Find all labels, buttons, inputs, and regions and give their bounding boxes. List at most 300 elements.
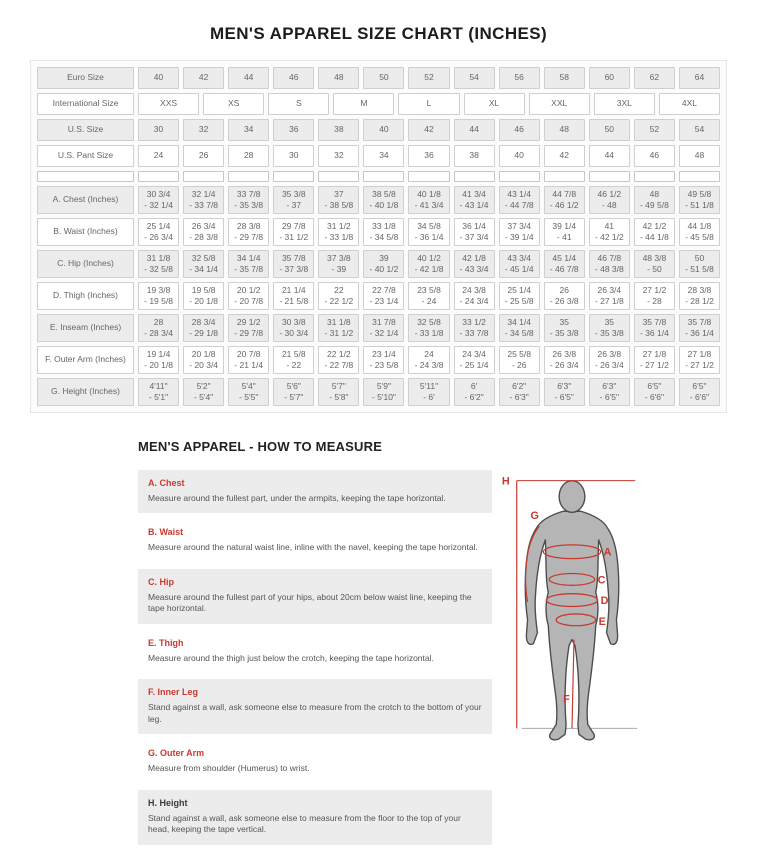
range-low: 4'11" (149, 380, 168, 391)
range-low: 23 1/4 (372, 348, 396, 359)
range-cell (318, 314, 359, 342)
range-cell (408, 250, 449, 278)
range-cell (273, 186, 314, 214)
range-cell (408, 314, 449, 342)
howto-section-text: Measure around the natural waist line, inline with the navel, keeping the tape horizontal. (148, 542, 478, 553)
size-cell: 30 (273, 145, 314, 167)
range-cell (408, 346, 449, 374)
table-row (37, 218, 720, 246)
range-low: 37 3/4 (507, 220, 531, 231)
range-low: 41 3/4 (462, 188, 486, 199)
range-high: - 29 1/8 (189, 328, 219, 338)
size-cell: 34 (363, 145, 404, 167)
range-cell (228, 186, 269, 214)
range-cell (138, 346, 179, 374)
range-cell (544, 186, 585, 214)
range-low: 19 1/4 (146, 348, 171, 359)
range-high: - 5'8" (329, 392, 349, 402)
range-low: 25 1/4 (507, 284, 531, 295)
howto-section-title: H. Height (148, 797, 188, 808)
range-high: - 22 7/8 (324, 360, 354, 370)
range-cell (544, 314, 585, 342)
table-row (37, 67, 720, 89)
howto-section-text: Stand against a wall, ask someone else to measure from the crotch to the bottom of your leg. (148, 702, 482, 724)
range-cell (454, 186, 495, 214)
howto-section-title: C. Hip (148, 576, 174, 587)
range-high: - 26 3/8 (549, 296, 579, 306)
range-cell (679, 378, 720, 406)
range-cell (544, 378, 585, 406)
empty-cell (363, 171, 404, 182)
empty-cell (273, 171, 314, 182)
size-cell: XL (464, 93, 525, 115)
range-cell (634, 218, 675, 246)
range-high: - 27 1/2 (685, 360, 714, 370)
range-low: 26 3/8 (552, 348, 577, 359)
range-high: - 5'7" (284, 392, 304, 402)
range-high: - 34 1/4 (189, 264, 219, 274)
range-cell (363, 218, 404, 246)
range-high: - 6'2" (464, 392, 484, 402)
range-high: - 5'5" (239, 392, 259, 402)
range-high: - 28 3/8 (189, 232, 219, 242)
size-cell: 42 (544, 145, 585, 167)
empty-cell (589, 171, 630, 182)
range-high: - 40 1/2 (369, 264, 399, 274)
range-low: 26 3/4 (191, 220, 216, 231)
range-high: - 35 7/8 (234, 264, 264, 274)
size-cell: 52 (408, 67, 449, 89)
range-high: - 39 1/4 (504, 232, 534, 242)
range-high: - 26 3/4 (594, 360, 624, 370)
range-low: 35 3/8 (281, 188, 306, 199)
range-low: 30 3/8 (281, 316, 306, 327)
range-low: 32 5/8 (417, 316, 441, 327)
range-low: 22 1/2 (327, 348, 351, 359)
range-cell (634, 378, 675, 406)
range-high: - 30 3/4 (279, 328, 309, 338)
range-low: 27 1/8 (642, 348, 667, 359)
howto-column (138, 439, 492, 851)
range-high: - 44 7/8 (504, 200, 534, 210)
range-high: - 6'6" (689, 392, 710, 402)
range-low: 40 1/2 (417, 252, 441, 263)
range-cell (589, 314, 630, 342)
table-row (37, 93, 720, 115)
empty-cell (454, 171, 495, 182)
diagram-label-f: F (563, 693, 570, 706)
range-cell (679, 218, 720, 246)
range-cell (228, 282, 269, 310)
range-high: - 32 5/8 (144, 264, 173, 274)
row-label: C. Hip (Inches) (37, 250, 134, 278)
howto-section (138, 569, 492, 624)
size-cell: 40 (138, 67, 179, 89)
size-cell: 50 (589, 119, 630, 141)
range-low: 22 7/8 (372, 284, 396, 295)
size-cell: XXL (529, 93, 590, 115)
range-low: 28 3/4 (191, 316, 216, 327)
range-cell (363, 346, 404, 374)
diagram-label-e: E (598, 615, 606, 628)
range-low: 48 3/8 (642, 252, 667, 263)
range-high: - 41 3/4 (414, 200, 444, 210)
row-label: F. Outer Arm (Inches) (37, 346, 134, 374)
empty-cell (228, 171, 269, 182)
empty-cell (544, 171, 585, 182)
range-high: - 37 3/4 (459, 232, 489, 242)
size-cell: M (333, 93, 394, 115)
range-low: 33 1/8 (372, 220, 396, 231)
size-cell: 32 (318, 145, 359, 167)
size-cell: 38 (454, 145, 495, 167)
size-cell: 38 (318, 119, 359, 141)
range-low: 31 1/8 (146, 252, 171, 263)
range-high: - 38 5/8 (324, 200, 354, 210)
range-low: 31 1/2 (327, 220, 351, 231)
range-cell (454, 218, 495, 246)
table-row (37, 186, 720, 214)
range-low: 24 3/8 (462, 284, 486, 295)
howto-section-title: E. Thigh (148, 637, 184, 648)
empty-cell (408, 171, 449, 182)
range-cell (138, 282, 179, 310)
range-high: - 29 7/8 (234, 328, 264, 338)
size-cell: 36 (273, 119, 314, 141)
range-low: 45 1/4 (552, 252, 577, 263)
range-cell (634, 250, 675, 278)
size-chart-table (30, 60, 727, 413)
range-high: - 28 (647, 296, 662, 306)
range-high: - 27 1/8 (594, 296, 624, 306)
howto-section (138, 790, 492, 845)
range-low: 39 1/4 (552, 220, 577, 231)
range-high: - 20 7/8 (234, 296, 264, 306)
row-label: U.S. Pant Size (37, 145, 134, 167)
range-low: 19 3/8 (146, 284, 171, 295)
size-cell: 44 (589, 145, 630, 167)
range-high: - 46 1/2 (549, 200, 579, 210)
range-low: 25 5/8 (507, 348, 531, 359)
range-low: 37 (334, 188, 344, 199)
range-cell (228, 250, 269, 278)
range-cell (589, 186, 630, 214)
range-low: 5'11" (419, 380, 439, 391)
range-cell (679, 186, 720, 214)
range-low: 5'2" (196, 380, 211, 391)
range-high: - 20 3/4 (189, 360, 219, 370)
range-high: - 6'5" (599, 392, 619, 402)
range-cell (183, 314, 224, 342)
range-cell (318, 250, 359, 278)
howto-section-title: A. Chest (148, 478, 185, 488)
range-low: 32 5/8 (191, 252, 216, 263)
range-cell (634, 282, 675, 310)
range-cell (634, 346, 675, 374)
empty-cell (679, 171, 720, 182)
range-low: 44 7/8 (552, 188, 577, 199)
range-high: - 25 5/8 (504, 296, 534, 306)
range-cell (454, 346, 495, 374)
range-cell (408, 282, 449, 310)
range-low: 48 (649, 188, 660, 199)
range-low: 35 (559, 316, 569, 327)
range-high: - 24 3/4 (459, 296, 489, 306)
range-cell (499, 346, 540, 374)
range-cell (183, 346, 224, 374)
range-low: 6'2" (512, 380, 527, 391)
size-cell: 48 (318, 67, 359, 89)
range-low: 34 5/8 (417, 220, 441, 231)
howto-section-text: Measure around the thigh just below the crotch, keeping the tape horizontal. (148, 652, 434, 663)
range-low: 30 3/4 (146, 188, 171, 199)
range-cell (318, 218, 359, 246)
size-cell: 54 (454, 67, 495, 89)
range-cell (318, 346, 359, 374)
range-cell (499, 314, 540, 342)
range-high: - 25 1/4 (459, 360, 489, 370)
range-high: - 22 1/2 (324, 296, 354, 306)
range-low: 33 7/8 (236, 188, 261, 199)
range-high: - 51 1/8 (685, 200, 714, 210)
head (559, 481, 585, 513)
table-row (37, 282, 720, 310)
range-high: - 26 (511, 360, 527, 370)
range-cell (273, 314, 314, 342)
range-cell (679, 314, 720, 342)
range-cell (273, 378, 314, 406)
range-low: 49 5/8 (687, 188, 712, 199)
range-high: - 26 3/4 (144, 232, 173, 242)
range-high: - 42 1/2 (594, 232, 624, 242)
range-high: - 19 5/8 (144, 296, 173, 306)
size-cell: 26 (183, 145, 224, 167)
table-row (37, 145, 720, 167)
range-cell (454, 282, 495, 310)
range-high: - 48 (601, 200, 617, 210)
range-low: 36 1/4 (462, 220, 486, 231)
range-cell (589, 250, 630, 278)
range-high: - 6'6" (644, 392, 665, 402)
range-high: - 33 7/8 (189, 200, 219, 210)
row-label (37, 171, 134, 182)
range-high: - 23 1/4 (369, 296, 399, 306)
range-cell (589, 218, 630, 246)
range-low: 20 7/8 (236, 348, 261, 359)
range-low: 27 1/2 (642, 284, 667, 295)
range-high: - 21 1/4 (234, 360, 264, 370)
range-high: - 44 1/8 (639, 232, 669, 242)
range-low: 5'6" (286, 380, 301, 391)
range-low: 28 3/8 (236, 220, 261, 231)
range-cell (228, 346, 269, 374)
howto-section (138, 470, 492, 513)
range-cell (454, 314, 495, 342)
range-cell (679, 250, 720, 278)
range-cell (499, 218, 540, 246)
range-cell (228, 378, 269, 406)
size-cell: 54 (679, 119, 720, 141)
row-label: D. Thigh (Inches) (37, 282, 134, 310)
range-high: - 20 1/8 (189, 296, 219, 306)
range-high: - 26 3/4 (549, 360, 579, 370)
range-cell (544, 250, 585, 278)
table-row (37, 119, 720, 141)
range-cell (499, 186, 540, 214)
range-low: 29 1/2 (236, 316, 261, 327)
body-diagram-svg (496, 439, 648, 777)
range-low: 5'9" (376, 380, 391, 391)
range-cell (544, 346, 585, 374)
range-cell (454, 250, 495, 278)
howto-section-text: Measure around the fullest part of your hips, about 20cm below waist line, keeping the tape horizontal. (148, 591, 472, 614)
size-cell: S (268, 93, 329, 115)
range-high: - 6' (423, 392, 435, 402)
range-cell (318, 282, 359, 310)
range-high: - 24 (421, 296, 437, 306)
size-cell: 42 (183, 67, 224, 89)
size-cell: 36 (408, 145, 449, 167)
range-low: 22 (334, 284, 344, 295)
range-cell (183, 378, 224, 406)
size-cell: 4XL (659, 93, 720, 115)
empty-cell (183, 171, 224, 182)
range-low: 35 (604, 316, 615, 327)
range-high: - 33 1/8 (414, 328, 444, 338)
size-cell: 46 (499, 119, 540, 141)
range-low: 43 3/4 (507, 252, 531, 263)
range-low: 20 1/2 (236, 284, 261, 295)
range-cell (273, 218, 314, 246)
range-cell (228, 314, 269, 342)
range-cell (363, 250, 404, 278)
range-high: - 45 1/4 (504, 264, 534, 274)
size-cell: 56 (499, 67, 540, 89)
range-low: 23 5/8 (417, 284, 441, 295)
range-low: 21 1/4 (281, 284, 306, 295)
range-cell (138, 218, 179, 246)
inner-leg-line-f (572, 640, 574, 729)
range-high: - 43 3/4 (459, 264, 489, 274)
range-low: 27 1/8 (687, 348, 712, 359)
range-high: - 27 1/2 (639, 360, 669, 370)
row-label: Euro Size (37, 67, 134, 89)
howto-section-text: Measure around the fullest part, under the armpits, keeping the tape horizontal. (148, 493, 446, 503)
howto-section-title: F. Inner Leg (148, 687, 199, 698)
range-cell (183, 250, 224, 278)
range-low: 50 (694, 252, 705, 263)
range-low: 42 1/2 (642, 220, 667, 231)
range-cell (634, 314, 675, 342)
empty-cell (138, 171, 179, 182)
diagram-label-c: C (597, 574, 606, 587)
size-cell: 30 (138, 119, 179, 141)
range-cell (589, 282, 630, 310)
range-high: - 35 3/8 (549, 328, 579, 338)
range-low: 21 5/8 (281, 348, 306, 359)
row-label: International Size (37, 93, 134, 115)
range-cell (228, 218, 269, 246)
range-high: - 21 5/8 (279, 296, 309, 306)
range-high: - 23 5/8 (369, 360, 399, 370)
empty-cell (499, 171, 540, 182)
table-row (37, 378, 720, 406)
howto-section (138, 630, 492, 673)
body-measurement-diagram (496, 439, 648, 782)
range-cell (318, 378, 359, 406)
size-cell: 48 (679, 145, 720, 167)
howto-section-title: B. Waist (148, 527, 184, 538)
range-low: 42 1/8 (462, 252, 486, 263)
range-high: - 5'4" (193, 392, 214, 402)
size-cell: 64 (679, 67, 720, 89)
range-low: 34 1/4 (236, 252, 261, 263)
range-high: - 34 5/8 (369, 232, 399, 242)
diagram-label-a: A (603, 546, 612, 559)
size-cell: 32 (183, 119, 224, 141)
diagram-label-d: D (600, 595, 609, 608)
size-cell: 24 (138, 145, 179, 167)
range-high: - 33 7/8 (459, 328, 489, 338)
range-cell (183, 282, 224, 310)
range-cell (589, 378, 630, 406)
howto-section-text: Stand against a wall, ask someone else to measure from the floor to the top of your head, keeping the tape vertical. (148, 812, 461, 835)
range-low: 26 (559, 284, 569, 295)
howto-section (138, 519, 492, 562)
range-high: - 37 3/8 (279, 264, 309, 274)
table-row (37, 346, 720, 374)
size-cell: 44 (454, 119, 495, 141)
range-cell (138, 186, 179, 214)
range-low: 28 (153, 316, 164, 327)
range-low: 28 3/8 (687, 284, 712, 295)
range-cell (138, 378, 179, 406)
diagram-label-h: H (501, 475, 510, 488)
range-low: 38 5/8 (372, 188, 396, 199)
howto-list (138, 470, 492, 845)
range-cell (454, 378, 495, 406)
size-cell: L (398, 93, 459, 115)
range-cell (408, 378, 449, 406)
range-high: - 48 3/8 (594, 264, 624, 274)
range-low: 33 1/2 (462, 316, 486, 327)
range-high: - 22 (286, 360, 302, 370)
row-label: B. Waist (Inches) (37, 218, 134, 246)
range-high: - 29 7/8 (234, 232, 264, 242)
range-cell (499, 282, 540, 310)
range-high: - 40 1/8 (369, 200, 399, 210)
range-low: 43 1/4 (507, 188, 531, 199)
range-low: 32 1/4 (191, 188, 216, 199)
size-cell: 46 (273, 67, 314, 89)
size-cell: 44 (228, 67, 269, 89)
range-high: - 36 1/4 (414, 232, 444, 242)
range-low: 44 1/8 (687, 220, 712, 231)
range-high: - 6'5" (554, 392, 574, 402)
range-cell (499, 378, 540, 406)
range-high: - 39 (331, 264, 347, 274)
range-high: - 43 1/4 (459, 200, 489, 210)
size-cell: 28 (228, 145, 269, 167)
range-low: 6' (470, 380, 478, 391)
range-low: 6'5" (647, 380, 662, 391)
range-low: 24 (424, 348, 434, 359)
size-cell: XXS (138, 93, 199, 115)
range-cell (138, 314, 179, 342)
howto-section (138, 679, 492, 734)
range-cell (363, 378, 404, 406)
size-cell: 40 (363, 119, 404, 141)
